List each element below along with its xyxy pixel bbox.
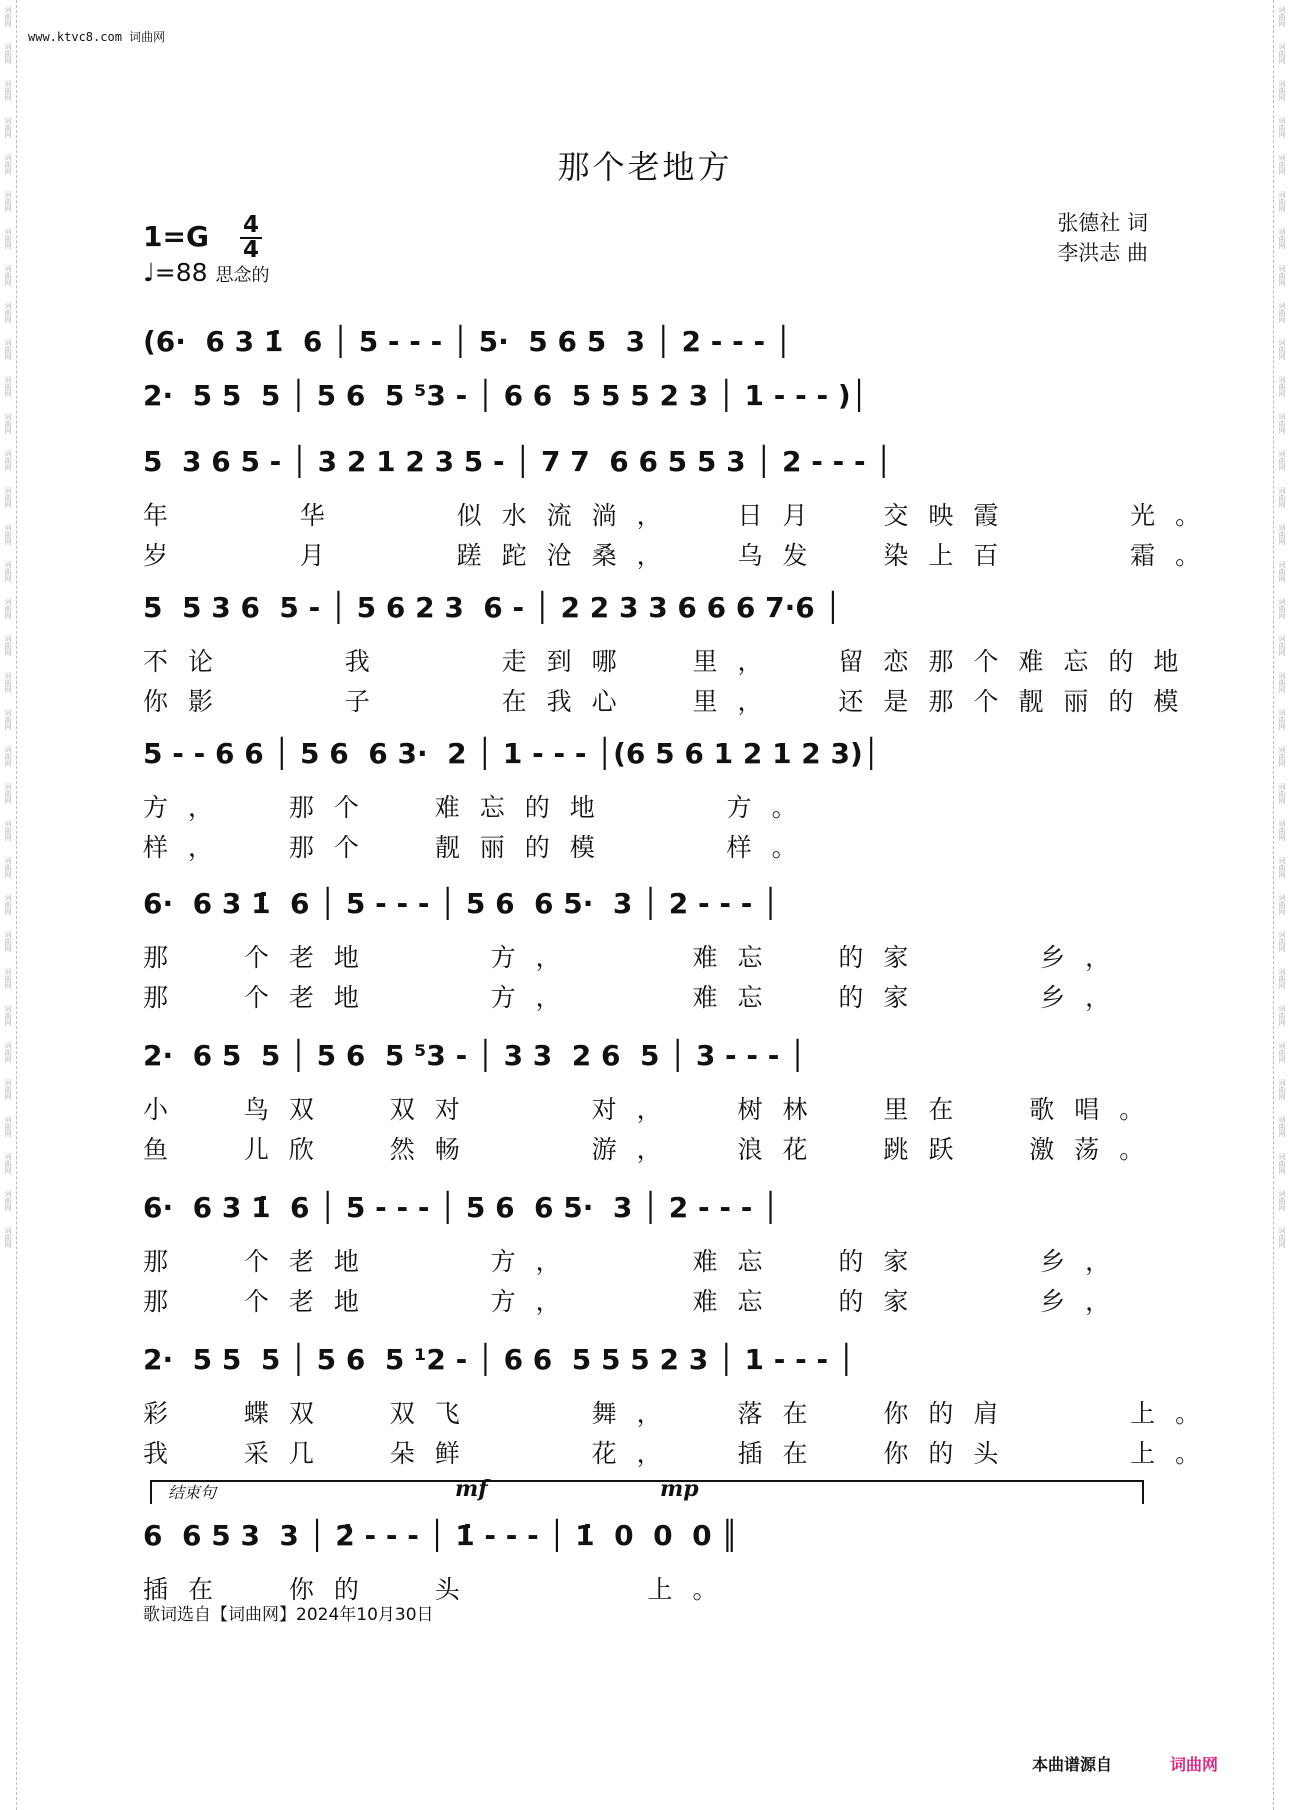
watermark-text: 词曲网 xyxy=(1278,1153,1286,1174)
watermark-text: 词曲网 xyxy=(4,80,12,101)
dynamic-mp: mp xyxy=(660,1476,699,1502)
lyric-line: 那 个老地 方， 难忘 的家 乡， xyxy=(143,1287,1131,1316)
coda-bracket xyxy=(150,1480,1144,1504)
dynamic-mf: mf xyxy=(455,1476,488,1502)
watermark-text: 词曲网 xyxy=(4,154,12,175)
source-note: 歌词选自【词曲网】2024年10月30日 xyxy=(143,1605,434,1625)
lyric-line: 那 个老地 方， 难忘 的家 乡， xyxy=(143,983,1131,1012)
watermark-text: 词曲网 xyxy=(1278,968,1286,989)
watermark-text: 词曲网 xyxy=(4,672,12,693)
watermark-text: 词曲网 xyxy=(1278,43,1286,64)
watermark-text: 词曲网 xyxy=(4,635,12,656)
watermark-text: 词曲网 xyxy=(4,894,12,915)
footer-label: 本曲谱源自 xyxy=(1031,1755,1112,1774)
watermark-text: 词曲网 xyxy=(4,413,12,434)
lyric-line: 方， 那个 难忘的地 方。 xyxy=(143,793,817,822)
watermark-text: 词曲网 xyxy=(1278,1227,1286,1248)
watermark-text: 词曲网 xyxy=(4,6,12,27)
watermark-text: 词曲网 xyxy=(4,820,12,841)
notation-line: 6· 6 3 1̇ 6 │ 5 - - - │ 5 6 6 5· 3 │ 2 - - - │ xyxy=(143,886,779,920)
watermark-text: 词曲网 xyxy=(1278,598,1286,619)
notation-line: 6· 6 3 1̇ 6 │ 5 - - - │ 5 6 6 5· 3 │ 2 - - - │ xyxy=(143,1190,779,1224)
watermark-text: 词曲网 xyxy=(4,450,12,471)
watermark-text: 词曲网 xyxy=(1278,635,1286,656)
lyricist: 张德社 词 xyxy=(1057,211,1148,235)
time-signature xyxy=(240,214,262,262)
key-signature: 1=G xyxy=(143,220,209,253)
lyric-line: 彩 蝶双 双飞 舞， 落在 你的肩 上。 xyxy=(143,1399,1221,1428)
lyric-line: 插在 你的 头 上。 xyxy=(143,1575,738,1604)
watermark-text: 词曲网 xyxy=(4,1190,12,1211)
time-bottom: 4 xyxy=(242,237,259,263)
lyric-line: 鱼 儿欣 然畅 游， 浪花 跳跃 激荡。 xyxy=(143,1135,1165,1164)
watermark-text: 词曲网 xyxy=(1278,6,1286,27)
watermark-text: 词曲网 xyxy=(1278,487,1286,508)
watermark-text: 词曲网 xyxy=(4,117,12,138)
tempo-value: ♩=88 xyxy=(143,258,208,287)
song-title: 那个老地方 xyxy=(557,148,733,186)
watermark-text: 词曲网 xyxy=(4,931,12,952)
watermark-text: 词曲网 xyxy=(4,265,12,286)
watermark-text: 词曲网 xyxy=(4,524,12,545)
watermark-text: 词曲网 xyxy=(1278,339,1286,360)
lyric-line: 小 鸟双 双对 对， 树林 里在 歌唱。 xyxy=(143,1095,1165,1124)
lyric-line: 你影 子 在我心 里， 还是那个靓丽的模 xyxy=(143,687,1199,716)
watermark-text: 词曲网 xyxy=(1278,857,1286,878)
watermark-text: 词曲网 xyxy=(4,783,12,804)
watermark-text: 词曲网 xyxy=(1278,228,1286,249)
watermark-text: 词曲网 xyxy=(1278,154,1286,175)
watermark-text: 词曲网 xyxy=(4,968,12,989)
notation-line: 2· 6 5 5 │ 5 6 5 ⁵3 - │ 3 3 2 6 5 │ 3 - - - │ xyxy=(143,1038,807,1072)
lyric-line: 我 采几 朵鲜 花， 插在 你的头 上。 xyxy=(143,1439,1221,1468)
watermark-text: 词曲网 xyxy=(4,339,12,360)
notation-line: 5 - - 6 6 │ 5 6 6 3· 2 │ 1 - - - │(6 5 6 1 2 1 2 3)│ xyxy=(143,736,880,770)
expression-text: 思念的 xyxy=(215,265,270,286)
watermark-text: 词曲网 xyxy=(4,228,12,249)
watermark-text: 词曲网 xyxy=(4,1079,12,1100)
watermark-text: 词曲网 xyxy=(1278,191,1286,212)
watermark-text: 词曲网 xyxy=(4,1116,12,1137)
watermark-text: 词曲网 xyxy=(4,746,12,767)
watermark-text: 词曲网 xyxy=(1278,1042,1286,1063)
right-watermark-strip xyxy=(1273,0,1290,1810)
watermark-text: 词曲网 xyxy=(4,857,12,878)
footer xyxy=(1032,1752,1218,1775)
site-url: www.ktvc8.com 词曲网 xyxy=(28,30,166,44)
watermark-text: 词曲网 xyxy=(1278,783,1286,804)
lyric-line: 那 个老地 方， 难忘 的家 乡， xyxy=(143,943,1131,972)
watermark-text: 词曲网 xyxy=(4,43,12,64)
watermark-text: 词曲网 xyxy=(1278,894,1286,915)
watermark-text: 词曲网 xyxy=(1278,80,1286,101)
watermark-text: 词曲网 xyxy=(4,1153,12,1174)
lyric-line: 那 个老地 方， 难忘 的家 乡， xyxy=(143,1247,1131,1276)
watermark-text: 词曲网 xyxy=(4,1005,12,1026)
coda-label: 结束句 xyxy=(168,1483,217,1502)
tempo-mark xyxy=(143,258,270,287)
watermark-text: 词曲网 xyxy=(1278,1005,1286,1026)
watermark-text: 词曲网 xyxy=(1278,931,1286,952)
watermark-text: 词曲网 xyxy=(4,302,12,323)
watermark-text: 词曲网 xyxy=(1278,1116,1286,1137)
watermark-text: 词曲网 xyxy=(1278,117,1286,138)
composer: 李洪志 曲 xyxy=(1057,241,1148,265)
notation-line: (6· 6 3 1̇ 6 │ 5 - - - │ 5· 5 6 5 3 │ 2 - - - │ xyxy=(143,324,792,358)
lyric-line: 样， 那个 靓丽的模 样。 xyxy=(143,833,817,862)
watermark-text: 词曲网 xyxy=(1278,376,1286,397)
notation-line: 2· 5 5 5 │ 5 6 5 ¹2 - │ 6 6 5 5 5 2 3 │ 1 - - - │ xyxy=(143,1342,855,1376)
watermark-text: 词曲网 xyxy=(4,709,12,730)
watermark-text: 词曲网 xyxy=(4,561,12,582)
watermark-text: 词曲网 xyxy=(4,376,12,397)
watermark-text: 词曲网 xyxy=(1278,820,1286,841)
notation-line: 6 6 5 3 3 │ 2̇ - - - │ 1̇ - - - │ 1̇ 0 0 0 ║ xyxy=(143,1518,739,1552)
lyric-line: 年 华 似水流淌， 日月 交映霞 光。 xyxy=(143,501,1221,530)
lyric-line: 不论 我 走到哪 里， 留恋那个难忘的地 xyxy=(143,647,1199,676)
watermark-text: 词曲网 xyxy=(4,1227,12,1248)
credits xyxy=(1057,208,1148,268)
left-watermark-strip xyxy=(0,0,17,1810)
watermark-text: 词曲网 xyxy=(1278,672,1286,693)
watermark-text: 词曲网 xyxy=(1278,413,1286,434)
footer-site: 词曲网 xyxy=(1169,1755,1218,1774)
time-top: 4 xyxy=(240,214,262,239)
notation-line: 5 3 6 5 - │ 3 2 1 2 3 5 - │ 7 7 6 6 5 5 3 │ 2 - - - │ xyxy=(143,444,893,478)
lyric-line: 岁 月 蹉跎沧桑， 乌发 染上百 霜。 xyxy=(143,541,1221,570)
watermark-text: 词曲网 xyxy=(1278,302,1286,323)
watermark-text: 词曲网 xyxy=(1278,746,1286,767)
watermark-text: 词曲网 xyxy=(1278,1190,1286,1211)
watermark-text: 词曲网 xyxy=(1278,524,1286,545)
watermark-text: 词曲网 xyxy=(1278,1079,1286,1100)
notation-line: 2· 5 5 5 │ 5 6 5 ⁵3 - │ 6 6 5 5 5 2 3 │ 1 - - - )│ xyxy=(143,378,868,412)
watermark-text: 词曲网 xyxy=(4,598,12,619)
notation-line: 5 5 3 6 5 - │ 5 6 2 3 6 - │ 2 2 3 3 6 6 6 7·6 │ xyxy=(143,590,842,624)
watermark-text: 词曲网 xyxy=(4,1042,12,1063)
watermark-text: 词曲网 xyxy=(1278,561,1286,582)
watermark-text: 词曲网 xyxy=(1278,265,1286,286)
watermark-text: 词曲网 xyxy=(1278,450,1286,471)
watermark-text: 词曲网 xyxy=(4,191,12,212)
watermark-text: 词曲网 xyxy=(4,487,12,508)
watermark-text: 词曲网 xyxy=(1278,709,1286,730)
